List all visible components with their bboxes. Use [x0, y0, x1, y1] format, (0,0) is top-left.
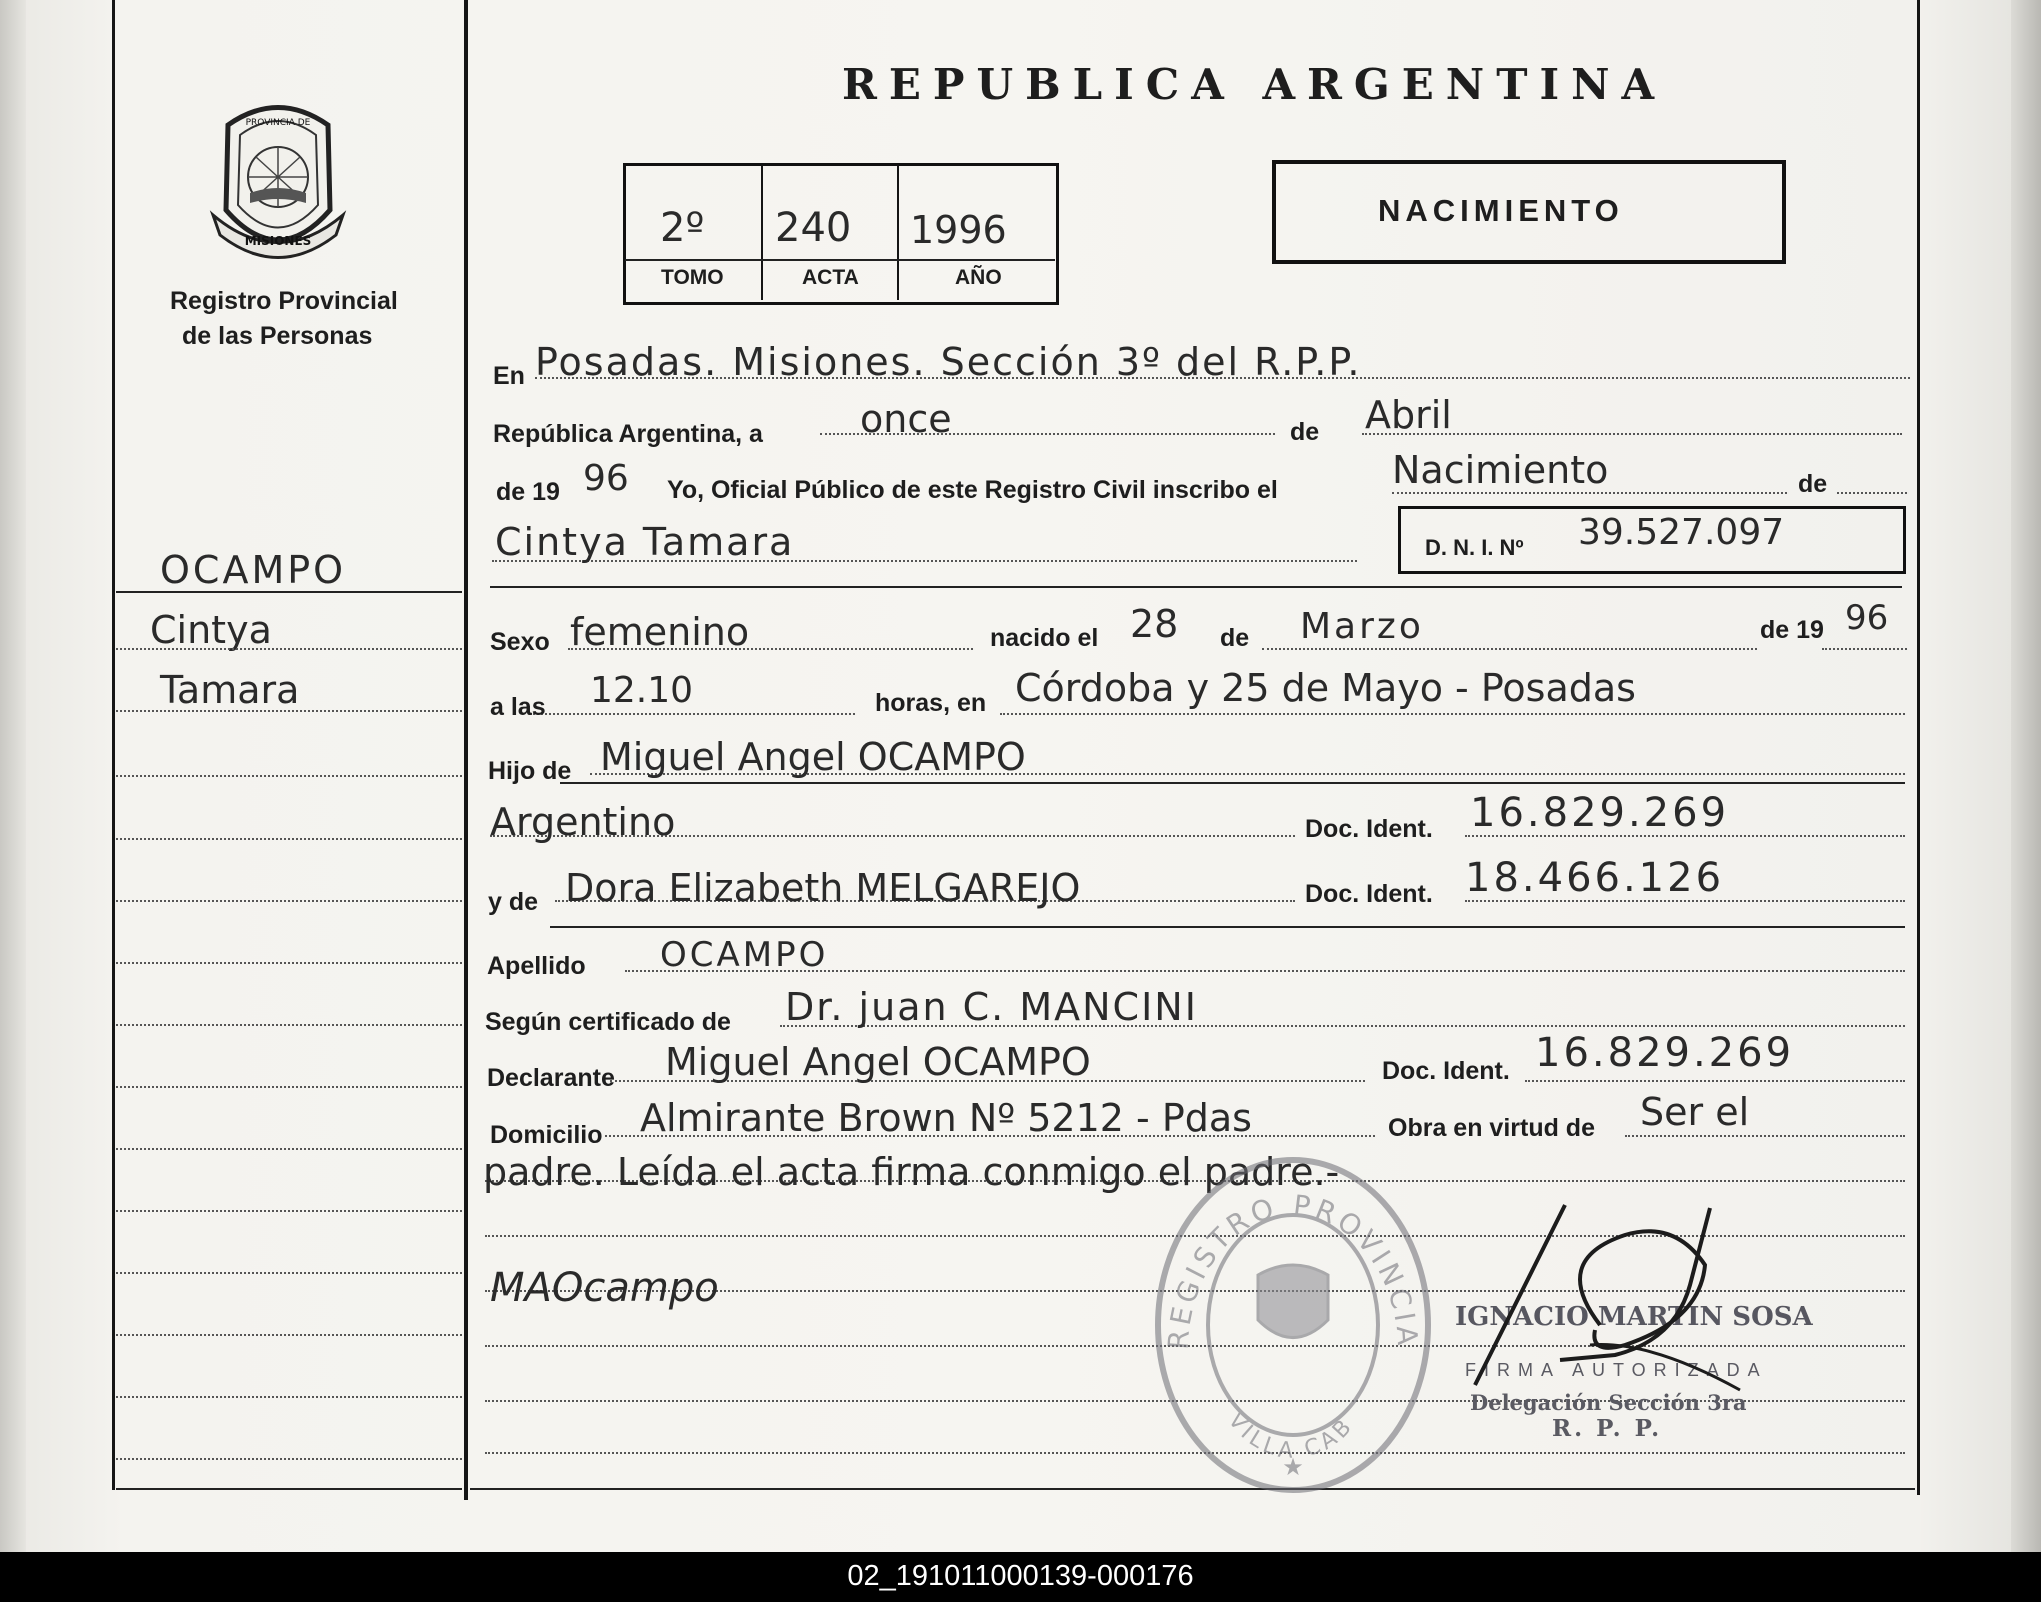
margin-surname: OCAMPO	[160, 548, 347, 592]
dni-value: 39.527.097	[1578, 512, 1785, 553]
year-suffix: 96	[583, 458, 629, 499]
image-id-caption: 02_191011000139-000176	[847, 1560, 1194, 1592]
de-label: de	[1290, 418, 1320, 446]
certificado-value: Dr. juan C. MANCINI	[785, 985, 1198, 1029]
column-divider	[464, 0, 468, 1500]
official-role: FIRMA AUTORIZADA	[1465, 1360, 1768, 1380]
day-value: once	[860, 397, 952, 441]
svg-text:MISIONES: MISIONES	[244, 234, 312, 248]
father-nationality: Argentino	[490, 800, 676, 844]
seal-text: REGISTRO PROVINCIA	[1161, 1188, 1425, 1351]
registry-name-line1: Registro Provincial	[170, 287, 398, 315]
place-value: Posadas. Misiones. Sección 3º del R.P.P.	[535, 340, 1362, 384]
svg-text:★: ★	[1282, 1454, 1304, 1481]
sexo-label: Sexo	[490, 628, 550, 656]
mother-doc: 18.466.126	[1465, 855, 1725, 901]
official-signature	[1440, 1190, 1760, 1450]
declarante-value: Miguel Angel OCAMPO	[665, 1040, 1091, 1084]
record-type: NACIMIENTO	[1378, 193, 1624, 228]
domicilio-label: Domicilio	[490, 1121, 603, 1149]
obra-value: Ser el	[1640, 1090, 1750, 1134]
yo-text: Yo, Oficial Público de este Registro Civil inscribo el	[667, 476, 1278, 504]
page-binding-edge	[0, 0, 26, 1552]
de-label-2: de	[1798, 470, 1828, 498]
registry-seal-stamp	[1148, 1150, 1438, 1500]
ano-label: AÑO	[955, 266, 1002, 289]
year-prefix: de 19	[496, 478, 560, 506]
margin-first-name: Cintya	[150, 608, 272, 652]
ano-value: 1996	[910, 208, 1007, 252]
month-value: Abril	[1365, 393, 1452, 437]
apellido-label: Apellido	[487, 952, 586, 980]
father-doc: 16.829.269	[1470, 790, 1730, 836]
official-org: R. P. P.	[1552, 1415, 1663, 1442]
official-name: IGNACIO MARTIN SOSA	[1455, 1302, 1813, 1332]
mother-doc-label: Doc. Ident.	[1305, 880, 1433, 908]
y-de-label: y de	[488, 888, 539, 916]
birth-year-suffix: 96	[1845, 598, 1889, 638]
de-label-3: de	[1220, 624, 1250, 652]
declarant-signature: MAOcampo	[490, 1265, 719, 1311]
left-margin-rule	[112, 0, 115, 1490]
birth-place: Córdoba y 25 de Mayo - Posadas	[1015, 666, 1636, 710]
obra-label: Obra en virtud de	[1388, 1114, 1595, 1142]
acta-value: 240	[775, 205, 852, 251]
continuation-text: padre. Leída el acta firma conmigo el padre.-	[483, 1150, 1340, 1194]
dni-label: D. N. I. Nº	[1425, 535, 1524, 560]
province-emblem	[208, 95, 348, 260]
birth-year-prefix: de 19	[1760, 616, 1824, 644]
nacido-label: nacido el	[990, 624, 1099, 652]
tomo-label: TOMO	[661, 266, 724, 289]
margin-middle-name: Tamara	[160, 668, 300, 712]
svg-text:PROVINCIA DE: PROVINCIA DE	[245, 118, 311, 128]
acta-label: ACTA	[802, 266, 859, 289]
country-title: REPUBLICA ARGENTINA	[842, 60, 1667, 109]
sexo-value: femenino	[570, 610, 750, 654]
mother-name: Dora Elizabeth MELGAREJO	[565, 866, 1081, 910]
birth-day: 28	[1130, 602, 1179, 646]
page-right-edge	[2011, 0, 2041, 1552]
certificado-label: Según certificado de	[485, 1008, 731, 1036]
father-name: Miguel Angel OCAMPO	[600, 735, 1026, 779]
horas-label: horas, en	[875, 689, 987, 717]
seal-location: VILLA CAB	[1222, 1408, 1360, 1465]
hijo-label: Hijo de	[488, 757, 572, 785]
en-label: En	[493, 362, 525, 390]
declarante-label: Declarante	[487, 1064, 615, 1092]
declarante-doc-label: Doc. Ident.	[1382, 1057, 1510, 1085]
apellido-value: OCAMPO	[660, 935, 829, 975]
birth-time: 12.10	[590, 670, 694, 711]
birth-month: Marzo	[1300, 606, 1424, 647]
father-doc-label: Doc. Ident.	[1305, 815, 1433, 843]
child-name: Cintya Tamara	[495, 520, 795, 564]
republica-label: República Argentina, a	[493, 420, 763, 448]
right-margin-rule	[1917, 0, 1920, 1495]
declarante-doc: 16.829.269	[1535, 1030, 1795, 1076]
tomo-value: 2º	[660, 205, 705, 251]
official-office: Delegación Sección 3ra	[1470, 1390, 1747, 1415]
event-value: Nacimiento	[1392, 448, 1609, 492]
registry-name-line2: de las Personas	[182, 322, 373, 350]
a-las-label: a las	[490, 693, 546, 721]
domicilio-value: Almirante Brown Nº 5212 - Pdas	[640, 1096, 1252, 1140]
